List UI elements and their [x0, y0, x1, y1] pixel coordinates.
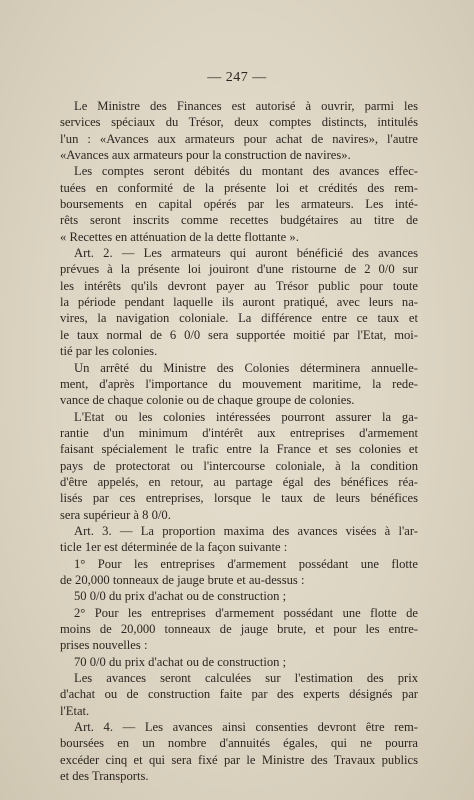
- text-line: services spéciaux du Trésor, deux comptes distincts, intitulés: [60, 115, 418, 130]
- text-line: boursées en un nombre d'annuités égales, qui ne pourra: [60, 736, 418, 751]
- text-line: tuées en conformité de la présente loi et crédités des rem-: [60, 180, 418, 195]
- text-line: excéder cinq et qui sera fixé par le Ministre des Travaux publics: [60, 752, 418, 767]
- text-line: prises nouvelles :: [60, 638, 148, 653]
- page-body-text: [60, 98, 418, 784]
- text-line: de 20,000 tonneaux de jauge brute et au-dessus :: [60, 572, 305, 587]
- text-line: boursements en capital opérés par les armateurs. Les inté-: [60, 197, 418, 212]
- text-line: Les avances seront calculées sur l'estimation des prix: [74, 671, 418, 686]
- text-line: «Avances aux armateurs pour la construction de navires».: [60, 148, 351, 163]
- text-line: pays de protectorat ou l'intercourse coloniale, à la condition: [60, 458, 418, 473]
- text-line: « Recettes en atténuation de la dette flottante ».: [60, 229, 299, 244]
- text-line: prévues à la présente loi jouiront d'une ristourne de 2 0/0 sur: [60, 262, 418, 277]
- text-line: l'Etat.: [60, 703, 90, 718]
- text-line: l'un : «Avances aux armateurs pour achat de navires», l'autre: [60, 131, 418, 146]
- text-line: ticle 1er est déterminée de la façon suivante :: [60, 540, 288, 555]
- text-line: vance de chaque colonie ou de chaque groupe de colonies.: [60, 393, 355, 408]
- text-line: rêts seront inscrits comme recettes budgétaires au titre de: [60, 213, 418, 228]
- page-number: — 247 —: [207, 70, 267, 85]
- text-line: 1° Pour les entreprises d'armement possédant une flotte: [74, 556, 418, 571]
- text-line: la période pendant laquelle ils auront pratiqué, avec leurs na-: [60, 295, 418, 310]
- text-line: sera supérieur à 8 0/0.: [60, 507, 171, 522]
- text-line: tié par les colonies.: [60, 344, 158, 359]
- text-line: Un arrêté du Ministre des Colonies déterminera annuelle-: [74, 360, 418, 375]
- text-line: le taux normal de 6 0/0 sera supportée moitié par l'Etat, moi-: [60, 327, 418, 342]
- text-line: Art. 2. — Les armateurs qui auront bénéficié des avances: [74, 246, 418, 261]
- text-line: Art. 4. — Les avances ainsi consenties devront être rem-: [74, 720, 418, 735]
- text-line: Le Ministre des Finances est autorisé à ouvrir, parmi les: [74, 99, 418, 113]
- text-line: lisés par ces entreprises, lorsque le taux de leurs bénéfices: [60, 491, 418, 506]
- text-line: Art. 3. — La proportion maxima des avances visées à l'ar-: [74, 523, 418, 538]
- text-line: faisant spécialement le trafic entre la France et ses colonies et: [60, 442, 418, 457]
- text-line: d'achat ou de construction faite par des experts désignés par: [60, 687, 418, 702]
- text-line: L'Etat ou les colonies intéressées pourront assurer la ga-: [74, 409, 418, 424]
- text-line: Les comptes seront débités du montant des avances effec-: [74, 164, 418, 179]
- text-line: vires, la navigation coloniale. La différence entre ce taux et: [60, 311, 418, 326]
- text-line: 70 0/0 du prix d'achat ou de construction ;: [74, 654, 287, 669]
- text-line: d'être appelés, en retour, au partage égal des bénéfices réa-: [60, 474, 418, 489]
- text-line: moins de 20,000 tonneaux de jauge brute, et pour les entre-: [60, 622, 418, 636]
- text-line: 2° Pour les entreprises d'armement possédant une flotte de: [74, 605, 418, 620]
- text-line: et des Transports.: [60, 769, 149, 784]
- text-line: 50 0/0 du prix d'achat ou de construction ;: [74, 589, 287, 604]
- text-line: ment, d'après l'importance du mouvement maritime, la rede-: [60, 376, 418, 391]
- text-line: les intérêts qu'ils devront payer au Trésor public pour toute: [60, 278, 418, 293]
- text-line: rantie d'un minimum d'intérêt aux entreprises d'armement: [60, 425, 418, 440]
